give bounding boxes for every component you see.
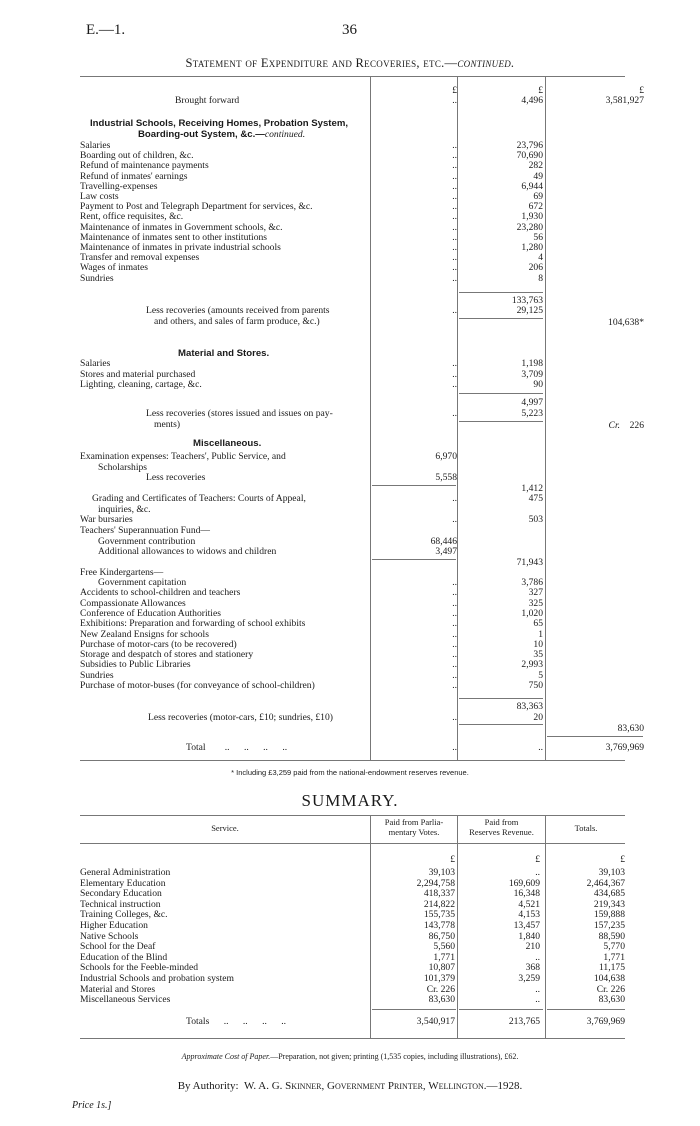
summary-row-votes: 101,379 xyxy=(423,973,455,984)
summary-row-votes: Cr. 226 xyxy=(426,983,455,995)
summary-row-service: Miscellaneous Services xyxy=(80,995,171,1006)
cost-note xyxy=(0,1052,700,1061)
summary-totals-reserves: 213,765 xyxy=(508,1016,540,1027)
row-c1: .. xyxy=(452,201,457,213)
row-c1: .. xyxy=(452,368,457,380)
table-top-rule xyxy=(80,76,625,77)
summary-row-votes: 1,771 xyxy=(433,951,455,963)
brought-forward-c1: .. xyxy=(452,95,457,106)
summary-total-rule xyxy=(547,1009,625,1010)
summary-head-votes-1: Paid from Parlia- xyxy=(384,817,444,827)
material-net-prefix: Cr. xyxy=(608,420,621,431)
summary-row-reserves: .. xyxy=(535,867,540,878)
row-c1: .. xyxy=(452,140,457,151)
summary-row-service: School for the Deaf xyxy=(80,942,156,953)
row-c1: .. xyxy=(452,358,457,369)
row-c1: .. xyxy=(452,272,457,284)
row-c1: .. xyxy=(452,638,457,650)
row-c1: .. xyxy=(452,170,457,182)
summary-currency-c2: £ xyxy=(535,854,540,865)
row-c2: 8 xyxy=(538,272,543,284)
row-label: New Zealand Ensigns for schools xyxy=(80,629,209,640)
summary-row-votes: 39,103 xyxy=(428,867,455,878)
row-c1: .. xyxy=(452,680,457,691)
row-c1: .. xyxy=(452,649,457,661)
row-c1: .. xyxy=(452,150,457,162)
material-subtotal-rule xyxy=(459,393,543,394)
row-c1: .. xyxy=(452,180,457,192)
row-label: Transfer and removal expenses xyxy=(80,253,200,264)
summary-votes-rule xyxy=(372,1009,456,1010)
summary-row-total: 1,771 xyxy=(603,951,625,963)
row-c2: 325 xyxy=(528,597,543,609)
summary-row-service: Training Colleges, &c. xyxy=(80,910,168,921)
summary-row-total: 219,343 xyxy=(593,898,625,910)
row-c2: 23,796 xyxy=(516,140,543,151)
summary-row-votes: 155,735 xyxy=(423,909,455,921)
misc-grading-label-1: Grading and Certificates of Teachers: Courts of Appeal, xyxy=(92,494,306,504)
authority-line xyxy=(0,1080,700,1092)
brought-forward-c3: 3,581,927 xyxy=(605,95,644,106)
row-label: Travelling-expenses xyxy=(80,181,158,192)
material-net xyxy=(548,421,644,432)
summary-row-service: General Administration xyxy=(80,868,171,878)
row-c2: 672 xyxy=(528,201,543,213)
summary-row-total: 88,590 xyxy=(598,930,625,942)
row-c1: .. xyxy=(452,211,457,223)
total-value: 3,769,969 xyxy=(605,742,644,753)
row-label: Wages of inmates xyxy=(80,263,148,274)
row-c1: .. xyxy=(452,242,457,253)
material-less-label-1: Less recoveries (stores issued and issues on pay- xyxy=(146,409,333,419)
summary-row-reserves: 16,348 xyxy=(513,888,540,900)
row-c2: 1,020 xyxy=(521,607,543,619)
row-c2: 35 xyxy=(533,649,543,661)
summary-head-reserves xyxy=(459,818,544,837)
misc-exam-net: 1,412 xyxy=(521,483,543,494)
summary-totals-total: 3,769,969 xyxy=(586,1016,625,1027)
cost-note-lead: Approximate Cost of Paper. xyxy=(181,1052,271,1061)
summary-row-votes: 2,294,758 xyxy=(416,877,455,889)
misc-net: 83,630 xyxy=(617,723,644,734)
row-c2: 4 xyxy=(538,252,543,264)
material-net-value: 226 xyxy=(629,420,644,431)
table-bottom-rule xyxy=(80,760,625,761)
material-subtotal: 4,997 xyxy=(521,397,543,408)
summary-row-votes: 5,560 xyxy=(433,941,455,953)
summary-head-votes xyxy=(372,818,456,837)
summary-col-divider-1 xyxy=(370,815,371,1038)
misc-exam-c1: 6,970 xyxy=(435,451,457,462)
summary-row-votes: 83,630 xyxy=(428,994,455,1006)
row-c2: 1,930 xyxy=(521,211,543,223)
misc-exam-less-label: Less recoveries xyxy=(146,473,206,483)
row-label: Accidents to school-children and teachers xyxy=(80,588,241,599)
summary-title: SUMMARY. xyxy=(301,791,399,810)
row-c2: 2,993 xyxy=(521,659,543,671)
row-label: Payment to Post and Telegraph Department for services, &c. xyxy=(80,202,313,213)
row-c2: 65 xyxy=(533,618,543,630)
row-label: Compassionate Allowances xyxy=(80,598,186,609)
col-divider-3 xyxy=(545,76,546,760)
summary-row-service: Education of the Blind xyxy=(80,952,168,963)
summary-row-service: Elementary Education xyxy=(80,878,166,889)
total-c2: .. xyxy=(538,742,543,753)
misc-net-rule xyxy=(459,724,543,725)
summary-row-votes: 418,337 xyxy=(423,888,455,900)
summary-head-service: Service. xyxy=(211,823,239,833)
row-label: Conference of Education Authorities xyxy=(80,608,221,619)
misc-exam-rule xyxy=(372,485,456,486)
summary-row-total: Cr. 226 xyxy=(596,983,625,995)
row-c2: 1,280 xyxy=(521,242,543,253)
misc-less-label: Less recoveries (motor-cars, £10; sundries, £10) xyxy=(148,713,333,723)
misc-super-rule xyxy=(372,559,456,560)
row-label: Boarding out of children, &c. xyxy=(80,151,194,162)
row-c2: 3,786 xyxy=(521,577,543,588)
row-c2: 69 xyxy=(533,191,543,202)
row-c2: 750 xyxy=(528,680,543,691)
misc-less-value: 20 xyxy=(533,712,543,723)
summary-currency-c1: £ xyxy=(450,854,455,865)
row-label: Rent, office requisites, &c. xyxy=(80,212,184,223)
summary-row-reserves: 3,259 xyxy=(518,973,540,984)
summary-row-total: 83,630 xyxy=(598,994,625,1006)
row-c2: 327 xyxy=(528,587,543,599)
industrial-net-rule xyxy=(459,318,543,319)
summary-row-votes: 143,778 xyxy=(423,920,455,931)
row-c2: 90 xyxy=(533,379,543,390)
misc-gov-contrib-label: Government contribution xyxy=(98,537,196,547)
row-c2: 282 xyxy=(528,160,543,172)
industrial-heading-line2-text: Boarding-out System, &c.— xyxy=(138,129,265,140)
industrial-net: 104,638* xyxy=(608,317,644,328)
row-label: Law costs xyxy=(80,192,119,202)
row-c1: .. xyxy=(452,191,457,202)
row-label: Purchase of motor-buses (for conveyance of school-children) xyxy=(80,681,315,691)
summary-row-reserves: 4,153 xyxy=(518,909,540,921)
row-label: Subsidies to Public Libraries xyxy=(80,660,191,671)
row-c1: .. xyxy=(452,587,457,599)
row-label: Purchase of motor-cars (to be recovered) xyxy=(80,639,237,650)
summary-totals-label: Totals .. .. .. .. xyxy=(186,1017,287,1027)
row-c1: .. xyxy=(452,160,457,172)
material-less-value: 5,223 xyxy=(521,408,543,419)
price: Price 1s.] xyxy=(72,1100,112,1111)
row-c1: .. xyxy=(452,597,457,609)
misc-exam-label-2: Scholarships xyxy=(98,463,148,473)
misc-war-c1: .. xyxy=(452,514,457,525)
row-c2: 206 xyxy=(528,262,543,274)
row-c1: .. xyxy=(452,628,457,640)
misc-add-allow-label: Additional allowances to widows and children xyxy=(98,547,277,557)
row-label: Stores and material purchased xyxy=(80,369,196,380)
row-label: Exhibitions: Preparation and forwarding of school exhibits xyxy=(80,619,306,630)
misc-exam-less-c1: 5,558 xyxy=(435,472,457,483)
summary-row-total: 11,175 xyxy=(598,962,625,974)
industrial-less-label-1: Less recoveries (amounts received from parents xyxy=(146,306,330,316)
row-c2: 56 xyxy=(533,231,543,243)
industrial-subtotal-rule xyxy=(459,292,543,293)
material-heading: Material and Stores. xyxy=(178,348,270,359)
summary-row-total: 159,888 xyxy=(593,909,625,921)
summary-totals-votes: 3,540,917 xyxy=(416,1016,455,1027)
row-label: Sundries xyxy=(80,273,114,284)
material-net-rule xyxy=(459,421,543,422)
summary-row-votes: 10,807 xyxy=(428,962,455,974)
misc-subtotal-rule xyxy=(459,698,543,699)
row-c1: .. xyxy=(452,231,457,243)
summary-row-reserves: 1,840 xyxy=(518,930,540,942)
summary-row-service: Higher Education xyxy=(80,921,148,931)
summary-head-totals: Totals. xyxy=(574,823,598,833)
summary-row-service: Material and Stores xyxy=(80,984,156,995)
total-rule xyxy=(547,736,643,737)
row-label: Lighting, cleaning, cartage, &c. xyxy=(80,380,202,390)
statement-title xyxy=(0,56,700,71)
misc-gov-contrib-c1: 68,446 xyxy=(430,536,457,547)
misc-add-allow-c1: 3,497 xyxy=(435,546,457,557)
industrial-heading-line1: Industrial Schools, Receiving Homes, Probation System, xyxy=(90,118,349,129)
total-label: Total .. .. .. .. xyxy=(186,743,288,753)
summary-top-rule xyxy=(80,815,625,816)
row-c1: .. xyxy=(452,221,457,233)
summary-row-reserves: .. xyxy=(535,951,540,963)
summary-reserves-rule xyxy=(459,1009,543,1010)
statement-title-continued: continued. xyxy=(457,56,515,70)
row-c1: .. xyxy=(452,379,457,390)
row-label: Sundries xyxy=(80,670,114,681)
material-less-c1: .. xyxy=(452,408,457,419)
material-less-label-2: ments) xyxy=(154,420,181,430)
summary-row-service: Secondary Education xyxy=(80,889,162,900)
misc-grading-c1: .. xyxy=(452,493,457,504)
page-number: 36 xyxy=(342,22,357,38)
industrial-heading-line2 xyxy=(138,129,305,140)
summary-row-total: 157,235 xyxy=(593,920,625,931)
misc-super-label: Teachers' Superannuation Fund— xyxy=(80,526,211,536)
industrial-less-label-2: and others, and sales of farm produce, &c.) xyxy=(154,317,320,327)
total-c1: .. xyxy=(452,742,457,753)
row-c2: 70,690 xyxy=(516,150,543,162)
statement-title-main: Statement of Expenditure and Recoveries, etc.— xyxy=(185,56,458,70)
row-c1: .. xyxy=(452,607,457,619)
summary-currency-c3: £ xyxy=(620,854,625,865)
summary-row-total: 39,103 xyxy=(598,867,625,878)
summary-head-reserves-1: Paid from xyxy=(484,817,519,827)
row-c2: 23,280 xyxy=(516,221,543,233)
summary-row-service: Native Schools xyxy=(80,931,139,942)
summary-head-votes-2: mentary Votes. xyxy=(388,826,440,837)
summary-row-reserves: 4,521 xyxy=(518,898,540,910)
row-c2: 6,944 xyxy=(521,180,543,192)
row-c2: 1,198 xyxy=(521,358,543,369)
row-label: Maintenance of inmates sent to other institutions xyxy=(80,232,268,243)
authority-lead: By Authority: xyxy=(177,1080,239,1092)
misc-kinder-label: Free Kindergartens— xyxy=(80,568,164,578)
summary-row-total: 5,770 xyxy=(603,941,625,953)
industrial-less-c1: .. xyxy=(452,305,457,316)
row-label: Salaries xyxy=(80,359,111,369)
summary-row-service: Technical instruction xyxy=(80,899,161,910)
row-c1: .. xyxy=(452,669,457,681)
summary-row-reserves: .. xyxy=(535,983,540,995)
row-c1: .. xyxy=(452,659,457,671)
misc-exam-label-1: Examination expenses: Teachers', Public Service, and xyxy=(80,452,286,462)
row-label: Maintenance of inmates in private industrial schools xyxy=(80,243,281,253)
industrial-less-value: 29,125 xyxy=(516,305,543,316)
row-c2: 5 xyxy=(538,669,543,681)
row-c1: .. xyxy=(452,252,457,264)
misc-grading-c2: 475 xyxy=(528,493,543,504)
row-c2: 49 xyxy=(533,170,543,182)
summary-bottom-rule xyxy=(80,1038,625,1039)
summary-row-votes: 214,822 xyxy=(423,898,455,910)
document-code: E.—1. xyxy=(86,22,126,38)
currency-c2: £ xyxy=(538,85,543,96)
summary-row-reserves: 13,457 xyxy=(513,920,540,931)
row-label: Maintenance of inmates in Government schools, &c. xyxy=(80,222,283,233)
total-label-text: Total xyxy=(186,743,206,753)
summary-head-rule xyxy=(80,843,625,844)
row-label: Storage and despatch of stores and stationery xyxy=(80,650,254,661)
row-c1: .. xyxy=(452,618,457,630)
summary-row-total: 434,685 xyxy=(593,888,625,900)
summary-col-divider-3 xyxy=(545,815,546,1038)
currency-c3: £ xyxy=(639,85,644,96)
misc-grading-label-2: inquiries, &c. xyxy=(98,505,151,515)
row-c1: .. xyxy=(452,577,457,588)
misc-war-c2: 503 xyxy=(528,514,543,525)
cost-note-text: —Preparation, not given; printing (1,535 copies, including illustrations), £62. xyxy=(270,1052,519,1061)
row-label: Refund of maintenance payments xyxy=(80,161,209,172)
row-c1: .. xyxy=(452,262,457,274)
row-label: Salaries xyxy=(80,141,111,151)
summary-row-service: Industrial Schools and probation system xyxy=(80,974,235,984)
summary-row-reserves: .. xyxy=(535,994,540,1006)
industrial-subtotal: 133,763 xyxy=(511,295,543,306)
currency-c1: £ xyxy=(452,85,457,96)
row-label: Refund of inmates' earnings xyxy=(80,171,188,182)
col-divider-1 xyxy=(370,76,371,760)
misc-super-total: 71,943 xyxy=(516,557,543,568)
brought-forward-c2: 4,496 xyxy=(521,95,543,106)
summary-row-reserves: 210 xyxy=(525,941,540,953)
misc-subtotal: 83,363 xyxy=(516,701,543,712)
summary-row-reserves: 169,609 xyxy=(508,877,540,889)
row-c2: 3,709 xyxy=(521,368,543,380)
misc-heading: Miscellaneous. xyxy=(193,438,262,449)
summary-totals-label-text: Totals xyxy=(186,1017,210,1027)
row-label: Government capitation xyxy=(98,578,187,588)
summary-row-reserves: 368 xyxy=(525,962,540,974)
summary-row-votes: 86,750 xyxy=(428,930,455,942)
row-c2: 10 xyxy=(533,638,543,650)
summary-row-total: 104,638 xyxy=(593,973,625,984)
industrial-heading-continued: continued. xyxy=(264,129,306,140)
misc-less-c1: .. xyxy=(452,712,457,723)
summary-row-total: 2,464,367 xyxy=(586,877,625,889)
misc-war-label: War bursaries xyxy=(80,515,133,525)
summary-row-service: Schools for the Feeble-minded xyxy=(80,963,199,974)
row-c2: 1 xyxy=(538,628,543,640)
footnote: * Including £3,259 paid from the national-endowment reserves revenue. xyxy=(231,768,469,777)
brought-forward-label: Brought forward xyxy=(175,96,240,106)
authority-text: W. A. G. Skinner, Government Printer, Wellington.—1928. xyxy=(244,1080,523,1092)
summary-head-reserves-2: Reserves Revenue. xyxy=(469,826,534,837)
